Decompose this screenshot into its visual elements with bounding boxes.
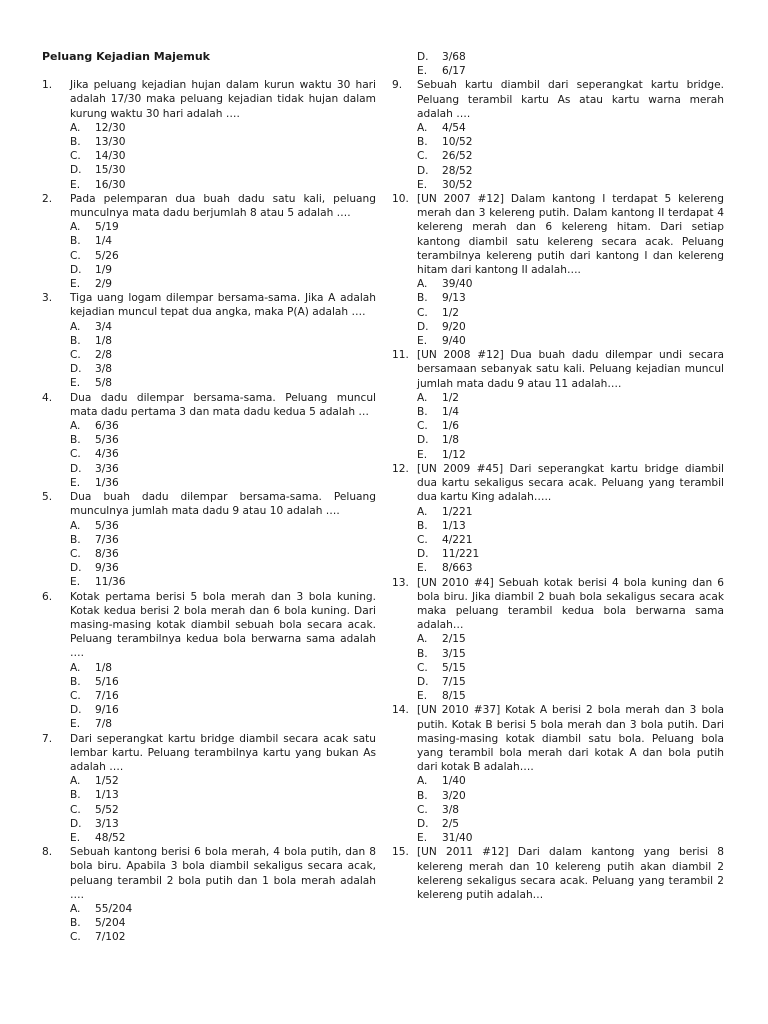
option-label: D. bbox=[70, 817, 82, 830]
answer-option bbox=[392, 64, 724, 78]
option-value: 3/13 bbox=[95, 817, 119, 830]
option-label: B. bbox=[70, 533, 81, 546]
question-item bbox=[392, 192, 724, 348]
option-value: 30/52 bbox=[442, 178, 473, 191]
right-column bbox=[392, 50, 724, 902]
option-label: E. bbox=[417, 562, 428, 575]
option-value: 9/36 bbox=[95, 562, 119, 575]
answer-option bbox=[70, 447, 376, 461]
answer-option bbox=[70, 533, 376, 547]
answer-option bbox=[70, 433, 376, 447]
question-text: [UN 2007 #12] Dalam kantong I terdapat 5 kelereng merah dan 3 kelereng putih. Dalam kantong II terdapat 4 kelereng merah dan 6 kelereng hitam. Dari setiap kantong diambil satu kelereng secara acak. Peluang terambilnya kelereng putih dari kantong I dan kelereng hitam dari kantong II adalah…. bbox=[417, 193, 724, 277]
option-value: 2/8 bbox=[95, 349, 113, 362]
option-value: 2/15 bbox=[442, 633, 466, 646]
option-label: D. bbox=[70, 263, 82, 276]
option-label: D. bbox=[417, 434, 429, 447]
continued-options bbox=[392, 50, 724, 78]
question-number: 9. bbox=[392, 79, 403, 92]
answer-option bbox=[417, 789, 724, 803]
option-label: C. bbox=[417, 420, 428, 433]
option-value: 1/4 bbox=[95, 235, 113, 248]
answer-option bbox=[70, 717, 376, 731]
question-body bbox=[70, 490, 376, 589]
answer-option bbox=[417, 178, 724, 192]
option-label: D. bbox=[70, 462, 82, 475]
answer-option bbox=[70, 916, 376, 930]
option-label: D. bbox=[70, 562, 82, 575]
question-body bbox=[417, 576, 724, 704]
option-label: B. bbox=[70, 334, 81, 347]
option-label: C. bbox=[417, 661, 428, 674]
option-value: 1/2 bbox=[442, 391, 460, 404]
answer-option bbox=[70, 831, 376, 845]
option-value: 55/204 bbox=[95, 902, 133, 915]
answer-option bbox=[417, 306, 724, 320]
answer-option bbox=[70, 234, 376, 248]
question-text: Kotak pertama berisi 5 bola merah dan 3 bola kuning. Kotak kedua berisi 2 bola merah dan 6 bola kuning. Dari masing-masing kotak diambil sebuah bola secara acak. Peluang terambilnya kedua bola berwarna sama adalah …. bbox=[70, 590, 376, 660]
question-item bbox=[392, 845, 724, 902]
option-label: B. bbox=[70, 434, 81, 447]
option-value: 1/12 bbox=[442, 448, 466, 461]
option-value: 1/9 bbox=[95, 263, 113, 276]
option-value: 3/20 bbox=[442, 789, 466, 802]
answer-option bbox=[70, 675, 376, 689]
option-value: 5/36 bbox=[95, 519, 119, 532]
option-label: E. bbox=[70, 278, 81, 291]
question-body bbox=[70, 732, 376, 846]
answer-option bbox=[70, 277, 376, 291]
question-number: 8. bbox=[42, 846, 53, 859]
option-value: 5/26 bbox=[95, 249, 119, 262]
question-body bbox=[70, 391, 376, 490]
option-value: 1/8 bbox=[442, 434, 460, 447]
option-label: A. bbox=[70, 121, 81, 134]
answer-option bbox=[417, 505, 724, 519]
option-value: 5/16 bbox=[95, 675, 119, 688]
question-item bbox=[42, 192, 376, 291]
answer-option bbox=[70, 334, 376, 348]
question-body bbox=[70, 192, 376, 291]
answer-option bbox=[70, 547, 376, 561]
answer-option bbox=[70, 476, 376, 490]
question-item bbox=[42, 291, 376, 390]
option-label: C. bbox=[70, 803, 81, 816]
option-label: C. bbox=[70, 448, 81, 461]
question-item bbox=[392, 703, 724, 845]
answer-option bbox=[70, 575, 376, 589]
answer-option bbox=[417, 433, 724, 447]
answer-option bbox=[417, 405, 724, 419]
answer-option bbox=[417, 561, 724, 575]
answer-option bbox=[70, 249, 376, 263]
option-label: B. bbox=[70, 136, 81, 149]
option-value: 3/8 bbox=[442, 803, 460, 816]
answer-option bbox=[70, 121, 376, 135]
option-label: E. bbox=[417, 335, 428, 348]
answer-option bbox=[70, 419, 376, 433]
question-number: 12. bbox=[392, 462, 409, 475]
option-label: E. bbox=[417, 690, 428, 703]
option-value: 9/40 bbox=[442, 335, 466, 348]
question-body bbox=[70, 291, 376, 390]
question-text: Dua buah dadu dilempar bersama-sama. Peluang munculnya jumlah mata dadu 9 atau 10 adalah …. bbox=[70, 491, 376, 518]
option-label: C. bbox=[70, 931, 81, 944]
question-text: [UN 2010 #4] Sebuah kotak berisi 4 bola kuning dan 6 bola biru. Jika diambil 2 buah bola sekaligus secara acak maka peluang terambil kedua bola berwarna sama adalah… bbox=[417, 576, 724, 632]
option-value: 8/663 bbox=[442, 562, 473, 575]
option-label: E. bbox=[70, 576, 81, 589]
option-label: C. bbox=[417, 803, 428, 816]
answer-option bbox=[417, 391, 724, 405]
option-label: A. bbox=[70, 519, 81, 532]
option-label: C. bbox=[417, 533, 428, 546]
option-value: 39/40 bbox=[442, 278, 473, 291]
answer-option bbox=[417, 320, 724, 334]
answer-option bbox=[70, 817, 376, 831]
option-label: D. bbox=[70, 363, 82, 376]
option-value: 3/8 bbox=[95, 363, 113, 376]
answer-option bbox=[70, 803, 376, 817]
answer-option bbox=[70, 661, 376, 675]
option-value: 1/221 bbox=[442, 505, 473, 518]
answer-option bbox=[70, 178, 376, 192]
question-number: 7. bbox=[42, 732, 53, 745]
answer-option bbox=[70, 135, 376, 149]
option-label: C. bbox=[70, 547, 81, 560]
answer-option bbox=[70, 561, 376, 575]
option-value: 7/36 bbox=[95, 533, 119, 546]
answer-option bbox=[417, 661, 724, 675]
option-label: D. bbox=[417, 320, 429, 333]
option-value: 7/16 bbox=[95, 689, 119, 702]
question-body bbox=[417, 462, 724, 576]
answer-option bbox=[417, 149, 724, 163]
option-label: A. bbox=[417, 391, 428, 404]
question-item bbox=[42, 732, 376, 846]
option-value: 31/40 bbox=[442, 832, 473, 845]
option-label: E. bbox=[417, 178, 428, 191]
option-value: 16/30 bbox=[95, 178, 126, 191]
question-text: [UN 2009 #45] Dari seperangkat kartu bridge diambil dua kartu sekaligus secara acak. Peluang yang terambil dua kartu King adalah….. bbox=[417, 462, 724, 504]
option-label: A. bbox=[417, 775, 428, 788]
left-column bbox=[42, 50, 376, 945]
answer-option bbox=[70, 220, 376, 234]
question-text: Sebuah kartu diambil dari seperangkat kartu bridge. Peluang terambil kartu As atau kartu warna merah adalah …. bbox=[417, 79, 724, 120]
option-value: 5/52 bbox=[95, 803, 119, 816]
answer-option bbox=[417, 121, 724, 135]
option-value: 10/52 bbox=[442, 136, 473, 149]
option-value: 11/221 bbox=[442, 548, 480, 561]
option-value: 5/36 bbox=[95, 434, 119, 447]
option-label: E. bbox=[70, 178, 81, 191]
option-value: 9/20 bbox=[442, 320, 466, 333]
option-label: D. bbox=[70, 704, 82, 717]
option-label: A. bbox=[417, 505, 428, 518]
option-label: D. bbox=[70, 164, 82, 177]
option-value: 1/8 bbox=[95, 661, 113, 674]
answer-option bbox=[417, 547, 724, 561]
option-value: 1/13 bbox=[95, 789, 119, 802]
option-label: B. bbox=[417, 136, 428, 149]
option-label: B. bbox=[70, 235, 81, 248]
option-value: 3/15 bbox=[442, 647, 466, 660]
option-label: E. bbox=[70, 377, 81, 390]
question-text: [UN 2010 #37] Kotak A berisi 2 bola merah dan 3 bola putih. Kotak B berisi 5 bola merah dan 3 bola putih. Dari masing-masing kotak diambil satu bola. Peluang bola yang terambil bola merah dari kotak A dan bola putih dari kotak B adalah…. bbox=[417, 704, 724, 774]
question-number: 15. bbox=[392, 846, 409, 859]
option-value: 8/36 bbox=[95, 547, 119, 560]
question-number: 5. bbox=[42, 491, 53, 504]
option-label: B. bbox=[70, 917, 81, 930]
option-value: 28/52 bbox=[442, 164, 473, 177]
answer-option bbox=[70, 774, 376, 788]
question-list-left bbox=[42, 78, 376, 944]
option-label: A. bbox=[70, 320, 81, 333]
question-number: 1. bbox=[42, 79, 53, 92]
option-value: 4/221 bbox=[442, 533, 473, 546]
option-label: C. bbox=[70, 150, 81, 163]
option-value: 5/19 bbox=[95, 221, 119, 234]
answer-option bbox=[70, 462, 376, 476]
option-label: E. bbox=[70, 476, 81, 489]
option-label: A. bbox=[70, 221, 81, 234]
question-number: 11. bbox=[392, 349, 409, 362]
question-body bbox=[417, 348, 724, 462]
option-label: B. bbox=[417, 292, 428, 305]
question-text: Tiga uang logam dilempar bersama-sama. Jika A adalah kejadian muncul tepat dua angka, maka P(A) adalah …. bbox=[70, 292, 376, 319]
answer-option bbox=[70, 163, 376, 177]
answer-option bbox=[417, 291, 724, 305]
answer-option bbox=[70, 320, 376, 334]
question-text: [UN 2008 #12] Dua buah dadu dilempar undi secara bersamaan sebanyak satu kali. Peluang kejadian muncul jumlah mata dadu 9 atau 11 adalah…. bbox=[417, 349, 724, 390]
option-label: B. bbox=[417, 406, 428, 419]
answer-option bbox=[417, 675, 724, 689]
option-value: 1/13 bbox=[442, 519, 466, 532]
option-value: 2/5 bbox=[442, 817, 460, 830]
option-value: 5/204 bbox=[95, 917, 126, 930]
option-label: D. bbox=[417, 164, 429, 177]
option-value: 1/6 bbox=[442, 420, 460, 433]
question-item bbox=[42, 391, 376, 490]
option-value: 7/102 bbox=[95, 931, 126, 944]
option-label: E. bbox=[70, 831, 81, 844]
option-label: C. bbox=[70, 689, 81, 702]
option-value: 1/4 bbox=[442, 406, 460, 419]
option-value: 14/30 bbox=[95, 150, 126, 163]
option-value: 1/36 bbox=[95, 476, 119, 489]
question-number: 2. bbox=[42, 192, 53, 205]
answer-option bbox=[70, 149, 376, 163]
answer-option bbox=[392, 50, 724, 64]
question-text: [UN 2011 #12] Dari dalam kantong yang berisi 8 kelereng merah dan 10 kelereng putih akan diambil 2 kelereng sekaligus secara acak. Peluang yang terambil 2 kelereng putih adalah… bbox=[417, 846, 724, 901]
question-body bbox=[417, 78, 724, 192]
option-value: 5/8 bbox=[95, 377, 113, 390]
answer-option bbox=[417, 277, 724, 291]
option-label: D. bbox=[417, 675, 429, 688]
option-value: 1/2 bbox=[442, 306, 460, 319]
option-label: D. bbox=[417, 817, 429, 830]
option-label: B. bbox=[417, 647, 428, 660]
option-label: A. bbox=[70, 775, 81, 788]
question-body bbox=[417, 845, 724, 902]
answer-option bbox=[70, 689, 376, 703]
answer-option bbox=[70, 376, 376, 390]
option-label: A. bbox=[70, 902, 81, 915]
answer-option bbox=[417, 419, 724, 433]
option-label: B. bbox=[70, 675, 81, 688]
question-body bbox=[417, 192, 724, 348]
question-item bbox=[392, 348, 724, 462]
option-value: 9/16 bbox=[95, 704, 119, 717]
option-label: A. bbox=[70, 420, 81, 433]
answer-option bbox=[417, 334, 724, 348]
question-item bbox=[42, 78, 376, 192]
option-value: 2/9 bbox=[95, 278, 113, 291]
option-label: D. bbox=[417, 51, 429, 63]
answer-option bbox=[70, 348, 376, 362]
option-label: E. bbox=[417, 448, 428, 461]
answer-option bbox=[417, 632, 724, 646]
option-value: 6/17 bbox=[442, 65, 466, 78]
answer-option bbox=[417, 135, 724, 149]
answer-option bbox=[70, 519, 376, 533]
option-value: 1/52 bbox=[95, 775, 119, 788]
question-text: Dua dadu dilempar bersama-sama. Peluang muncul mata dadu pertama 3 dan mata dadu kedua 5 adalah … bbox=[70, 391, 376, 418]
question-item bbox=[392, 78, 724, 192]
answer-option bbox=[417, 647, 724, 661]
answer-option bbox=[70, 703, 376, 717]
page-title: Peluang Kejadian Majemuk bbox=[42, 50, 211, 63]
answer-option bbox=[70, 788, 376, 802]
question-text: Pada pelemparan dua buah dadu satu kali, peluang munculnya mata dadu berjumlah 8 atau 5 adalah …. bbox=[70, 192, 376, 220]
option-value: 1/8 bbox=[95, 334, 113, 347]
question-item bbox=[392, 576, 724, 704]
answer-option bbox=[417, 448, 724, 462]
answer-option bbox=[70, 930, 376, 944]
option-label: B. bbox=[70, 789, 81, 802]
question-item bbox=[392, 462, 724, 576]
answer-option bbox=[417, 774, 724, 788]
answer-option bbox=[417, 533, 724, 547]
answer-option bbox=[70, 362, 376, 376]
option-label: C. bbox=[417, 306, 428, 319]
option-label: C. bbox=[70, 349, 81, 362]
question-number: 13. bbox=[392, 576, 409, 589]
option-value: 15/30 bbox=[95, 164, 126, 177]
answer-option bbox=[70, 263, 376, 277]
question-body bbox=[70, 845, 376, 944]
question-number: 6. bbox=[42, 590, 53, 603]
answer-option bbox=[417, 164, 724, 178]
option-value: 4/54 bbox=[442, 122, 466, 135]
option-value: 3/36 bbox=[95, 462, 119, 475]
option-label: C. bbox=[70, 249, 81, 262]
question-text: Sebuah kantong berisi 6 bola merah, 4 bola putih, dan 8 bola biru. Apabila 3 bola diambil sekaligus secara acak, peluang terambil 2 bola putih dan 1 bola merah adalah …. bbox=[70, 846, 376, 901]
option-label: E. bbox=[417, 832, 428, 845]
question-number: 10. bbox=[392, 193, 409, 206]
option-value: 1/40 bbox=[442, 775, 466, 788]
option-label: B. bbox=[417, 789, 428, 802]
option-label: A. bbox=[417, 122, 428, 135]
question-text: Jika peluang kejadian hujan dalam kurun waktu 30 hari adalah 17/30 maka peluang kejadian tidak hujan dalam kurung waktu 30 hari adalah …. bbox=[70, 79, 376, 120]
option-value: 8/15 bbox=[442, 690, 466, 703]
option-label: C. bbox=[417, 150, 428, 163]
option-value: 12/30 bbox=[95, 121, 126, 134]
question-item bbox=[42, 845, 376, 944]
option-value: 11/36 bbox=[95, 576, 126, 589]
option-label: A. bbox=[417, 278, 428, 291]
option-value: 26/52 bbox=[442, 150, 473, 163]
question-list-right bbox=[392, 78, 724, 902]
option-value: 3/4 bbox=[95, 320, 113, 333]
option-value: 7/15 bbox=[442, 675, 466, 688]
answer-option bbox=[417, 831, 724, 845]
question-body bbox=[417, 703, 724, 845]
question-item bbox=[42, 490, 376, 589]
question-body bbox=[70, 590, 376, 732]
question-number: 3. bbox=[42, 292, 53, 305]
question-item bbox=[42, 590, 376, 732]
option-label: A. bbox=[417, 633, 428, 646]
option-value: 5/15 bbox=[442, 661, 466, 674]
option-label: E. bbox=[70, 718, 81, 731]
option-value: 48/52 bbox=[95, 831, 126, 844]
option-value: 9/13 bbox=[442, 292, 466, 305]
option-label: B. bbox=[417, 519, 428, 532]
option-value: 7/8 bbox=[95, 718, 113, 731]
answer-option bbox=[417, 689, 724, 703]
option-value: 6/36 bbox=[95, 420, 119, 433]
question-number: 14. bbox=[392, 704, 409, 717]
answer-option bbox=[417, 519, 724, 533]
option-value: 13/30 bbox=[95, 136, 126, 149]
option-value: 4/36 bbox=[95, 448, 119, 461]
answer-option bbox=[417, 817, 724, 831]
option-value: 3/68 bbox=[442, 51, 466, 63]
option-label: A. bbox=[70, 661, 81, 674]
question-body bbox=[70, 78, 376, 192]
answer-option bbox=[417, 803, 724, 817]
option-label: E. bbox=[417, 65, 428, 78]
option-label: D. bbox=[417, 548, 429, 561]
question-number: 4. bbox=[42, 391, 53, 404]
question-text: Dari seperangkat kartu bridge diambil secara acak satu lembar kartu. Peluang terambilnya kartu yang bukan As adalah …. bbox=[70, 732, 376, 773]
answer-option bbox=[70, 902, 376, 916]
